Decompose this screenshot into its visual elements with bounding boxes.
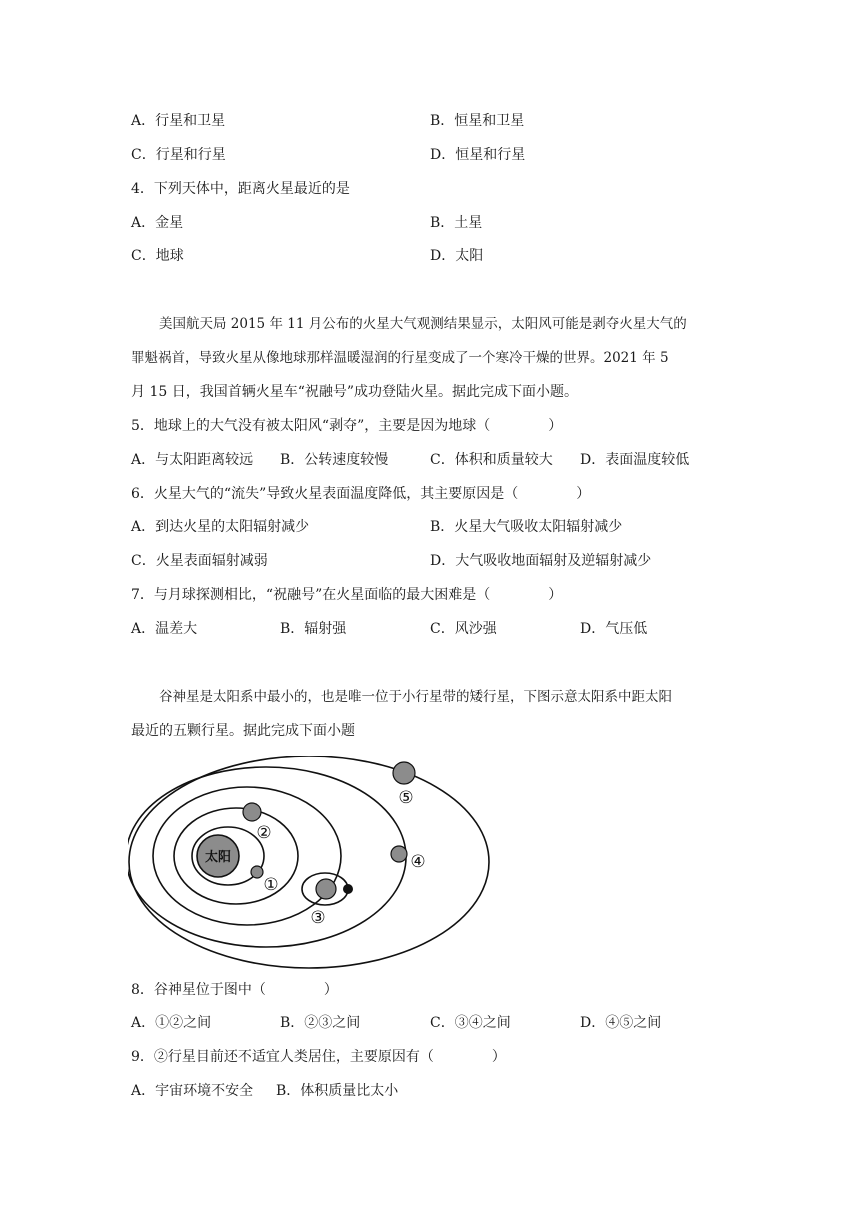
q7-option-d: D．气压低 bbox=[580, 621, 648, 637]
q6-stem-text: 6．火星大气的“流失”导致火星表面温度降低，其主要原因是（ bbox=[131, 486, 519, 502]
orbit-5 bbox=[129, 756, 489, 968]
q5-option-c: C．体积和质量较大 bbox=[430, 452, 553, 468]
label-4: ④ bbox=[410, 852, 426, 872]
q7-stem bbox=[131, 585, 562, 605]
planet-4 bbox=[391, 846, 407, 862]
passage2-line2: 罪魁祸首，导致火星从像地球那样温暖湿润的行星变成了一个寒冷干燥的世界。2021 年 5 bbox=[131, 350, 669, 366]
planet-5 bbox=[393, 762, 415, 784]
q4-option-c: C．地球 bbox=[131, 248, 184, 264]
q8-option-b: B．②③之间 bbox=[280, 1015, 361, 1031]
q8-stem bbox=[131, 980, 338, 1000]
q9-option-b: B．体积质量比太小 bbox=[276, 1083, 399, 1099]
solar-system-diagram bbox=[128, 756, 493, 971]
q3-option-a: A．行星和卫星 bbox=[131, 113, 226, 129]
moon bbox=[343, 884, 353, 894]
q6-option-b: B．火星大气吸收太阳辐射减少 bbox=[430, 519, 623, 535]
label-3: ③ bbox=[310, 908, 326, 928]
q4-stem: 4．下列天体中，距离火星最近的是 bbox=[131, 181, 350, 197]
q5-option-b: B．公转速度较慢 bbox=[280, 452, 389, 468]
passage2-line1: 美国航天局 2015 年 11 月公布的火星大气观测结果显示，太阳风可能是剥夺火星大气的 bbox=[159, 316, 687, 332]
q6-option-d: D．大气吸收地面辐射及逆辐射减少 bbox=[430, 553, 652, 569]
q8-option-d: D．④⑤之间 bbox=[580, 1015, 662, 1031]
q7-stem-text: 7．与月球探测相比，“祝融号”在火星面临的最大困难是（ bbox=[131, 587, 491, 603]
q8-stem-close: ） bbox=[323, 982, 338, 998]
planet-1 bbox=[251, 866, 263, 878]
q6-stem bbox=[131, 484, 590, 504]
sun-label: 太阳 bbox=[204, 850, 232, 865]
q3-option-b: B．恒星和卫星 bbox=[430, 113, 525, 129]
q4-option-b: B．土星 bbox=[430, 215, 483, 231]
planet-3-earth bbox=[316, 879, 336, 899]
q7-option-c: C．风沙强 bbox=[430, 621, 497, 637]
q3-option-c: C．行星和行星 bbox=[131, 147, 226, 163]
q5-option-d: D．表面温度较低 bbox=[580, 452, 690, 468]
q6-option-c: C．火星表面辐射减弱 bbox=[131, 553, 268, 569]
q4-option-a: A．金星 bbox=[131, 215, 184, 231]
q8-option-c: C．③④之间 bbox=[430, 1015, 511, 1031]
q7-option-a: A．温差大 bbox=[131, 621, 198, 637]
q5-stem-close: ） bbox=[548, 418, 563, 434]
label-5: ⑤ bbox=[398, 788, 414, 808]
q3-option-d: D．恒星和行星 bbox=[430, 147, 526, 163]
q5-stem-text: 5．地球上的大气没有被太阳风“剥夺”，主要是因为地球（ bbox=[131, 418, 491, 434]
label-1: ① bbox=[263, 875, 279, 895]
q8-stem-text: 8．谷神星位于图中（ bbox=[131, 982, 266, 998]
q6-option-a: A．到达火星的太阳辐射减少 bbox=[131, 519, 310, 535]
q8-option-a: A．①②之间 bbox=[131, 1015, 212, 1031]
q9-stem bbox=[131, 1047, 506, 1067]
q9-option-a: A．宇宙环境不安全 bbox=[131, 1083, 254, 1099]
q7-option-b: B．辐射强 bbox=[280, 621, 347, 637]
passage3-line1: 谷神星是太阳系中最小的，也是唯一位于小行星带的矮行星，下图示意太阳系中距太阳 bbox=[159, 689, 672, 705]
passage3-line2: 最近的五颗行星。据此完成下面小题 bbox=[131, 723, 355, 739]
label-2: ② bbox=[256, 823, 272, 843]
planet-2 bbox=[243, 803, 261, 821]
q4-option-d: D．太阳 bbox=[430, 248, 484, 264]
q7-stem-close: ） bbox=[548, 587, 563, 603]
q9-stem-text: 9．②行星目前还不适宜人类居住，主要原因有（ bbox=[131, 1049, 434, 1065]
q9-stem-close: ） bbox=[491, 1049, 506, 1065]
q5-option-a: A．与太阳距离较远 bbox=[131, 452, 254, 468]
q6-stem-close: ） bbox=[576, 486, 591, 502]
passage2-line3: 月 15 日，我国首辆火星车“祝融号”成功登陆火星。据此完成下面小题。 bbox=[131, 384, 579, 400]
q5-stem bbox=[131, 416, 562, 436]
